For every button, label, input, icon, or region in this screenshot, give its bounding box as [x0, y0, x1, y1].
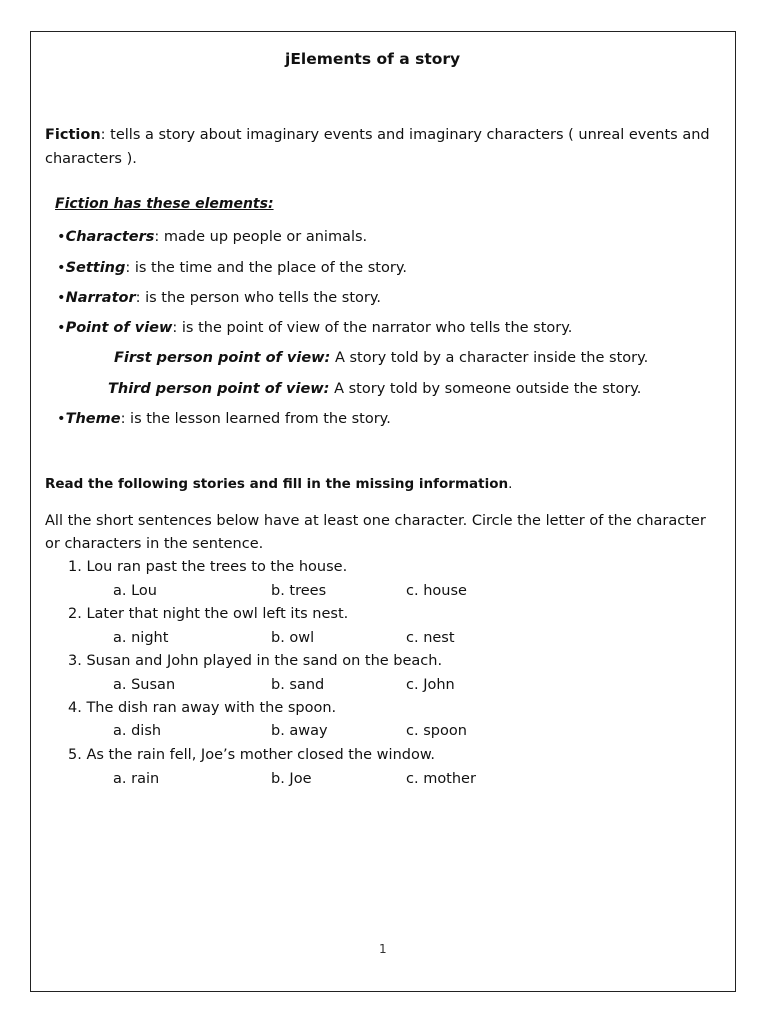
element-text: : is the person who tells the story.	[135, 290, 381, 306]
answer-b[interactable]: b. owl	[271, 630, 315, 646]
answer-b[interactable]: b. away	[271, 723, 328, 739]
intro-text: All the short sentences below have at least one character. Circle the letter of the character or characters in the sentence.	[45, 513, 706, 552]
question-number: 4.	[68, 700, 82, 716]
question-5	[68, 745, 435, 765]
element-term: Setting	[65, 260, 126, 276]
question-sentence: As the rain fell, Joe’s mother closed the window.	[86, 747, 435, 763]
fiction-term: Fiction	[45, 127, 101, 143]
elements-heading: Fiction has these elements:	[55, 196, 274, 212]
answer-c[interactable]: c. house	[406, 583, 467, 599]
answer-a[interactable]: a. dish	[113, 723, 162, 739]
question-number: 3.	[68, 653, 82, 669]
element-point-of-view	[57, 318, 572, 338]
instructions-bold: Read the following stories and fill in the missing information	[45, 476, 509, 492]
answer-a[interactable]: a. rain	[113, 771, 160, 787]
instructions-tail: .	[508, 476, 513, 492]
element-text: : made up people or animals.	[154, 229, 368, 245]
element-term: Theme	[65, 411, 121, 427]
question-sentence: Lou ran past the trees to the house.	[86, 559, 348, 575]
element-setting	[57, 258, 407, 278]
answer-b[interactable]: b. trees	[271, 583, 327, 599]
third-person-pov	[108, 379, 641, 399]
element-term: Characters	[65, 229, 155, 245]
question-2	[68, 604, 348, 624]
answer-c[interactable]: c. John	[406, 677, 455, 693]
element-theme	[57, 409, 391, 429]
question-1	[68, 557, 347, 577]
answer-c[interactable]: c. mother	[406, 771, 476, 787]
question-sentence: The dish ran away with the spoon.	[86, 700, 337, 716]
element-text: : is the lesson learned from the story.	[120, 411, 391, 427]
element-text: : is the time and the place of the story.	[125, 260, 407, 276]
element-text: : is the point of view of the narrator who tells the story.	[172, 320, 573, 336]
bullet: •	[57, 229, 66, 245]
bullet: •	[57, 320, 66, 336]
bullet: •	[57, 290, 66, 306]
answer-a[interactable]: a. night	[113, 630, 169, 646]
page-title: jElements of a story	[285, 50, 461, 68]
question-sentence: Susan and John played in the sand on the beach.	[86, 653, 443, 669]
question-4	[68, 698, 336, 718]
question-number: 2.	[68, 606, 82, 622]
answer-b[interactable]: b. Joe	[271, 771, 312, 787]
fiction-definition	[45, 123, 725, 171]
page-number: 1	[379, 942, 387, 956]
answer-b[interactable]: b. sand	[271, 677, 325, 693]
bullet: •	[57, 260, 66, 276]
question-number: 5.	[68, 747, 82, 763]
first-person-pov	[114, 348, 648, 368]
answer-a[interactable]: a. Lou	[113, 583, 157, 599]
element-term: Point of view	[65, 320, 173, 336]
answer-a[interactable]: a. Susan	[113, 677, 176, 693]
answer-c[interactable]: c. spoon	[406, 723, 467, 739]
question-3	[68, 651, 442, 671]
fiction-text: : tells a story about imaginary events and imaginary characters ( unreal events and characters ).	[45, 127, 710, 167]
sub-term: First person point of view:	[114, 350, 331, 366]
question-number: 1.	[68, 559, 82, 575]
instructions	[45, 474, 512, 494]
question-sentence: Later that night the owl left its nest.	[86, 606, 349, 622]
element-characters	[57, 227, 367, 247]
element-narrator	[57, 288, 381, 308]
sub-term: Third person point of view:	[108, 381, 330, 397]
element-term: Narrator	[65, 290, 136, 306]
answer-c[interactable]: c. nest	[406, 630, 455, 646]
sub-text: A story told by someone outside the story.	[329, 381, 642, 397]
bullet: •	[57, 411, 66, 427]
sub-text: A story told by a character inside the story.	[330, 350, 649, 366]
